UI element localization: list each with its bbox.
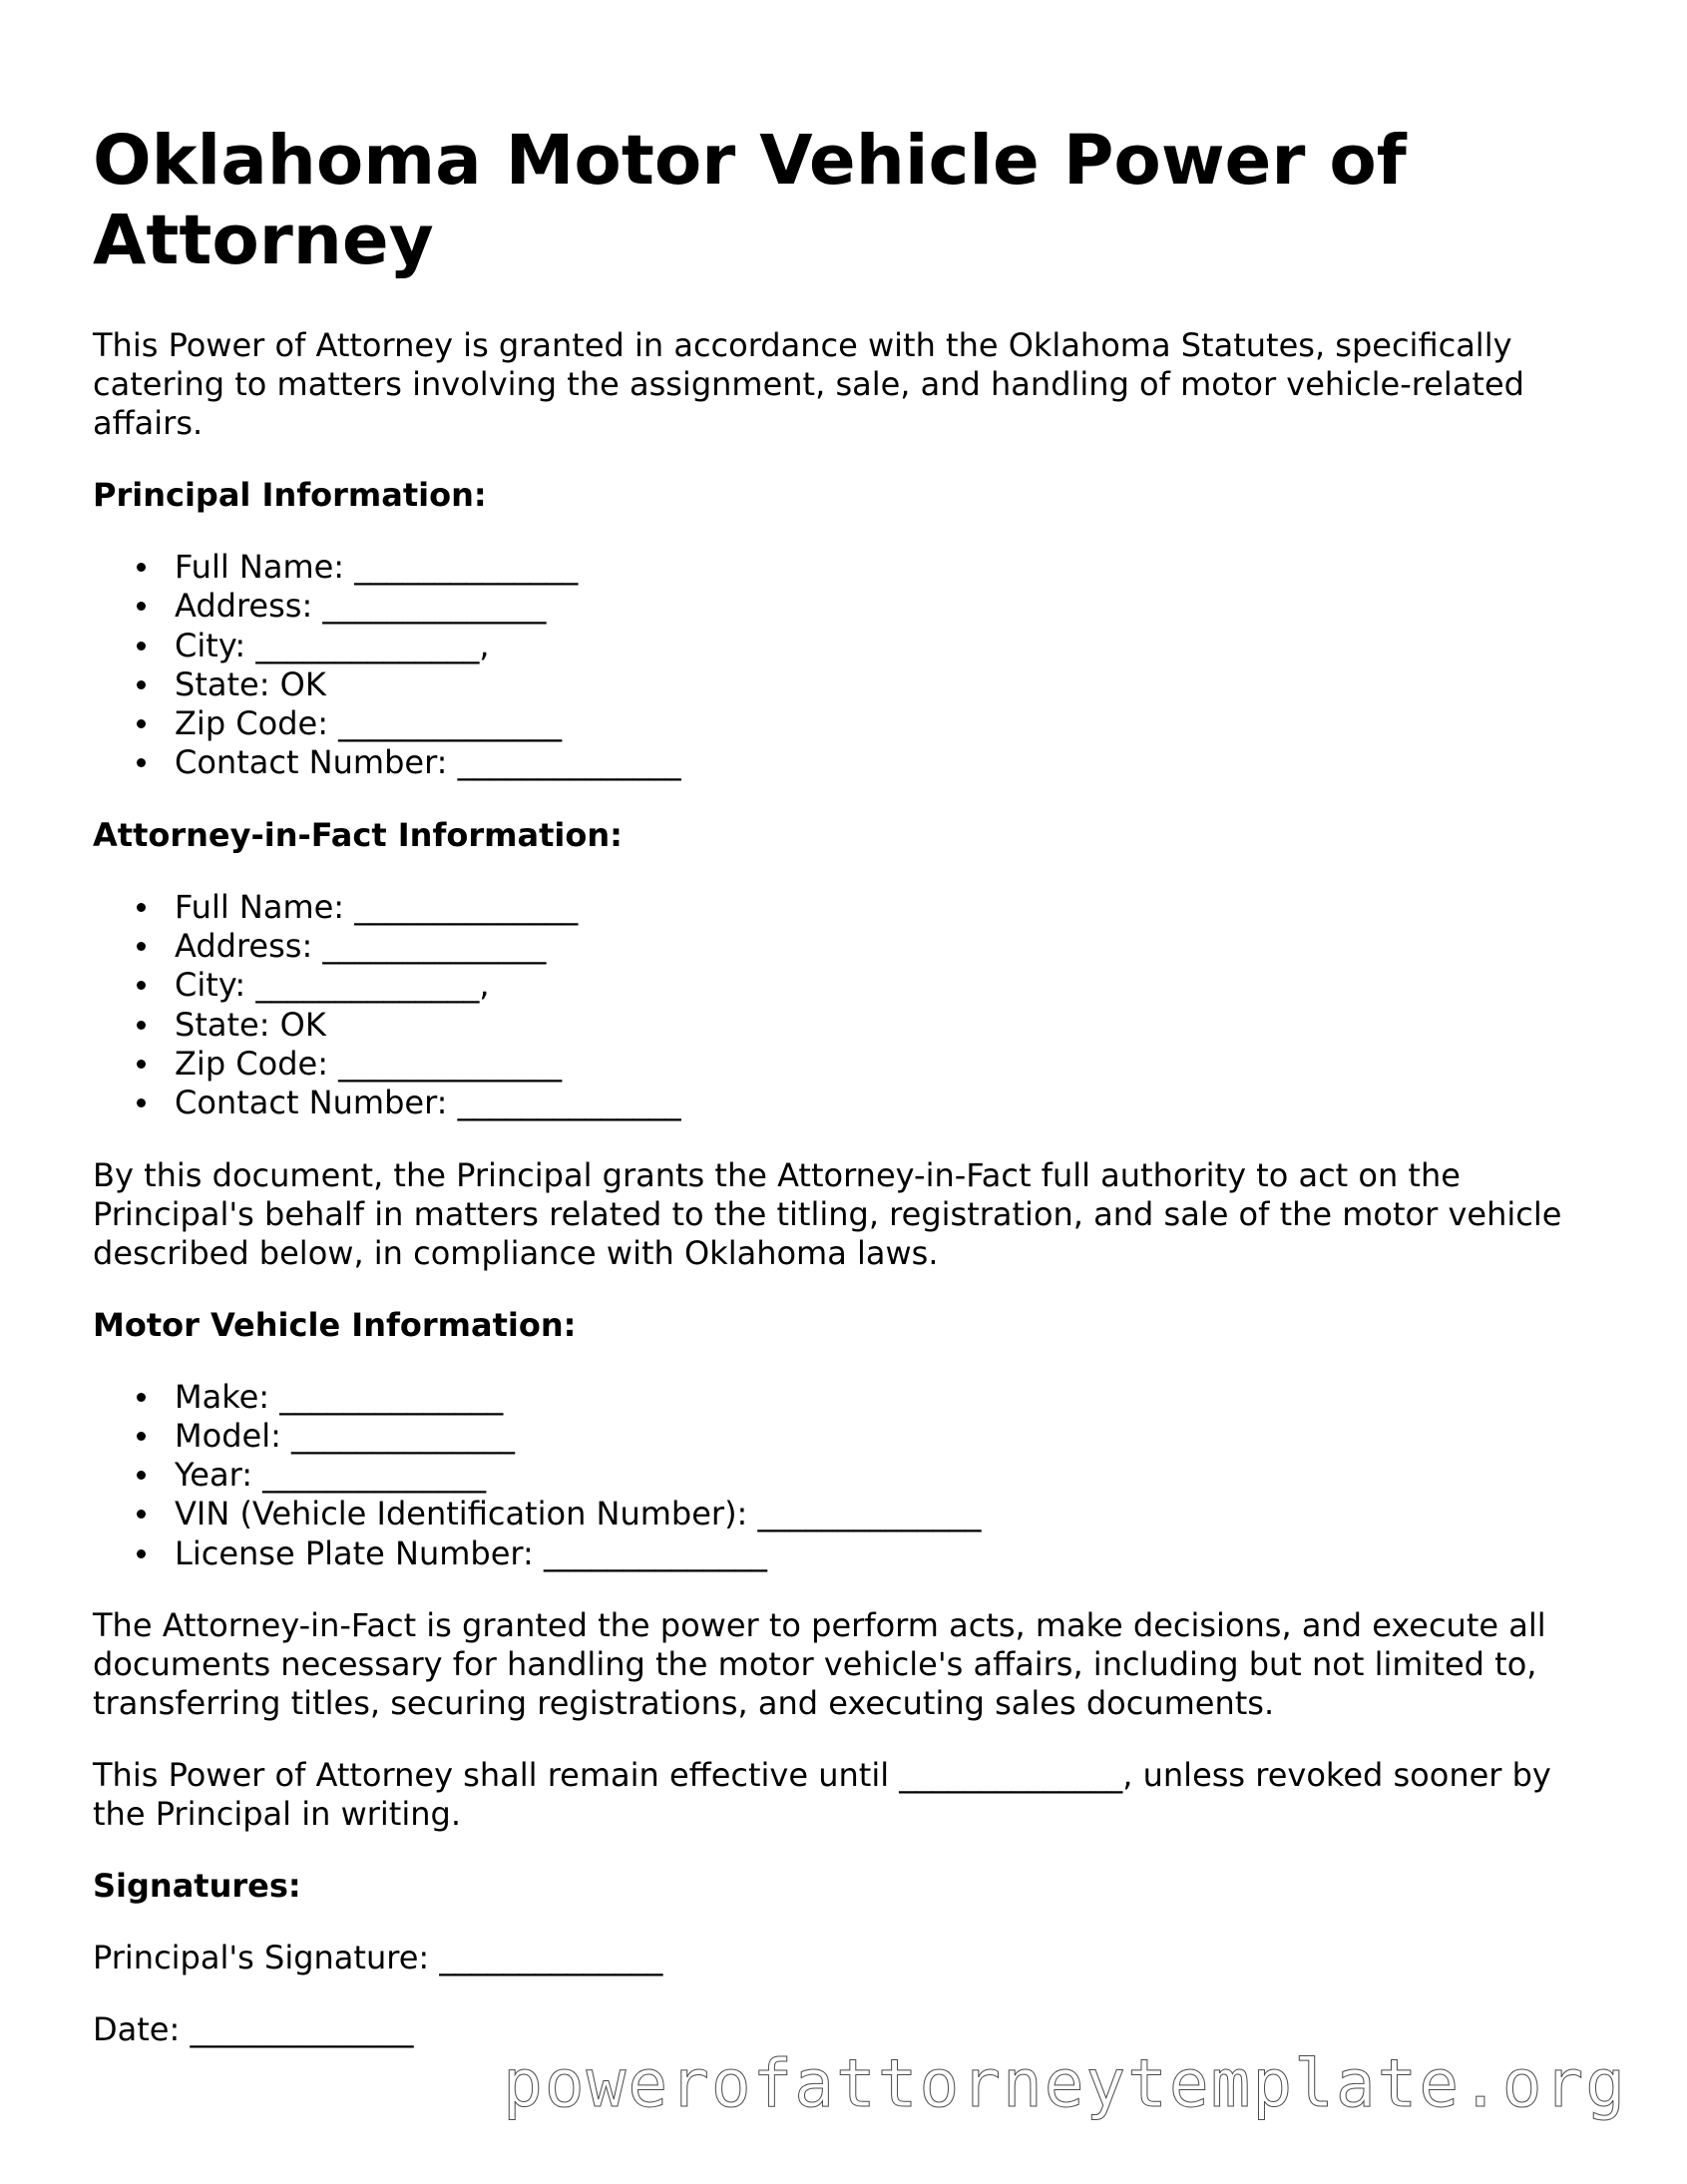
bullet-icon [137,680,146,689]
document-page [93,0,1609,2049]
signatures-heading: Signatures: [93,1867,301,1906]
date-line: Date: ______________ [93,2010,414,2049]
principal-signature-line: Principal's Signature: ______________ [93,1939,663,1977]
intro-paragraph: This Power of Attorney is granted in accordance with the Oklahoma Statutes, specifically catering to matters involving the assignment, sale, and handling of motor vehicle-related affairs. [93,326,1524,442]
bullet-icon [137,1510,146,1519]
bullet-icon [137,719,146,728]
bullet-icon [137,642,146,651]
list-item: Year: ______________ [137,1456,1609,1495]
list-item: Full Name: ______________ [137,548,1609,587]
list-item: VIN (Vehicle Identification Number): ______________ [137,1495,1609,1533]
bullet-icon [137,563,146,572]
list-item: State: OK [137,665,1609,704]
bullet-icon [137,1098,146,1107]
attorney-heading: Attorney-in-Fact Information: [93,815,623,854]
bullet-icon [137,1060,146,1069]
bullet-icon [137,903,146,912]
list-item: Zip Code: ______________ [137,1045,1609,1084]
vehicle-heading: Motor Vehicle Information: [93,1305,577,1344]
list-item: License Plate Number: ______________ [137,1534,1609,1573]
list-item: Make: ______________ [137,1378,1609,1417]
bullet-icon [137,1021,146,1030]
list-item: Zip Code: ______________ [137,704,1609,743]
list-item: Model: ______________ [137,1417,1609,1456]
list-item: Address: ______________ [137,927,1609,966]
principal-list [93,548,1609,783]
bullet-icon [137,942,146,951]
list-item: Address: ______________ [137,587,1609,626]
attorney-list [93,888,1609,1123]
effective-paragraph: This Power of Attorney shall remain effective until ______________, unless revoked sooner by the Principal in writing. [93,1756,1551,1834]
principal-heading: Principal Information: [93,476,487,514]
vehicle-list [93,1378,1609,1573]
document-title: Oklahoma Motor Vehicle Power of Attorney [93,121,1407,280]
grant-paragraph: By this document, the Principal grants the Attorney-in-Fact full authority to act on the Principal's behalf in matters related to the titling, registration, and sale of the motor vehicle described below, in compliance with Oklahoma laws. [93,1155,1562,1272]
bullet-icon [137,981,146,990]
watermark-text: powerofattorneytemplate.org [503,2045,1627,2122]
bullet-icon [137,1432,146,1441]
list-item: City: ______________, [137,627,1609,665]
list-item: Contact Number: ______________ [137,1084,1609,1122]
list-item: State: OK [137,1006,1609,1045]
bullet-icon [137,602,146,611]
bullet-icon [137,1471,146,1480]
bullet-icon [137,1393,146,1402]
list-item: City: ______________, [137,966,1609,1005]
powers-paragraph: The Attorney-in-Fact is granted the power to perform acts, make decisions, and execute all documents necessary for handling the motor vehicle's affairs, including but not limited to, transferring titles, securing registrations, and executing sales documents. [93,1606,1546,1723]
list-item: Full Name: ______________ [137,888,1609,927]
list-item: Contact Number: ______________ [137,743,1609,782]
bullet-icon [137,758,146,767]
bullet-icon [137,1549,146,1558]
